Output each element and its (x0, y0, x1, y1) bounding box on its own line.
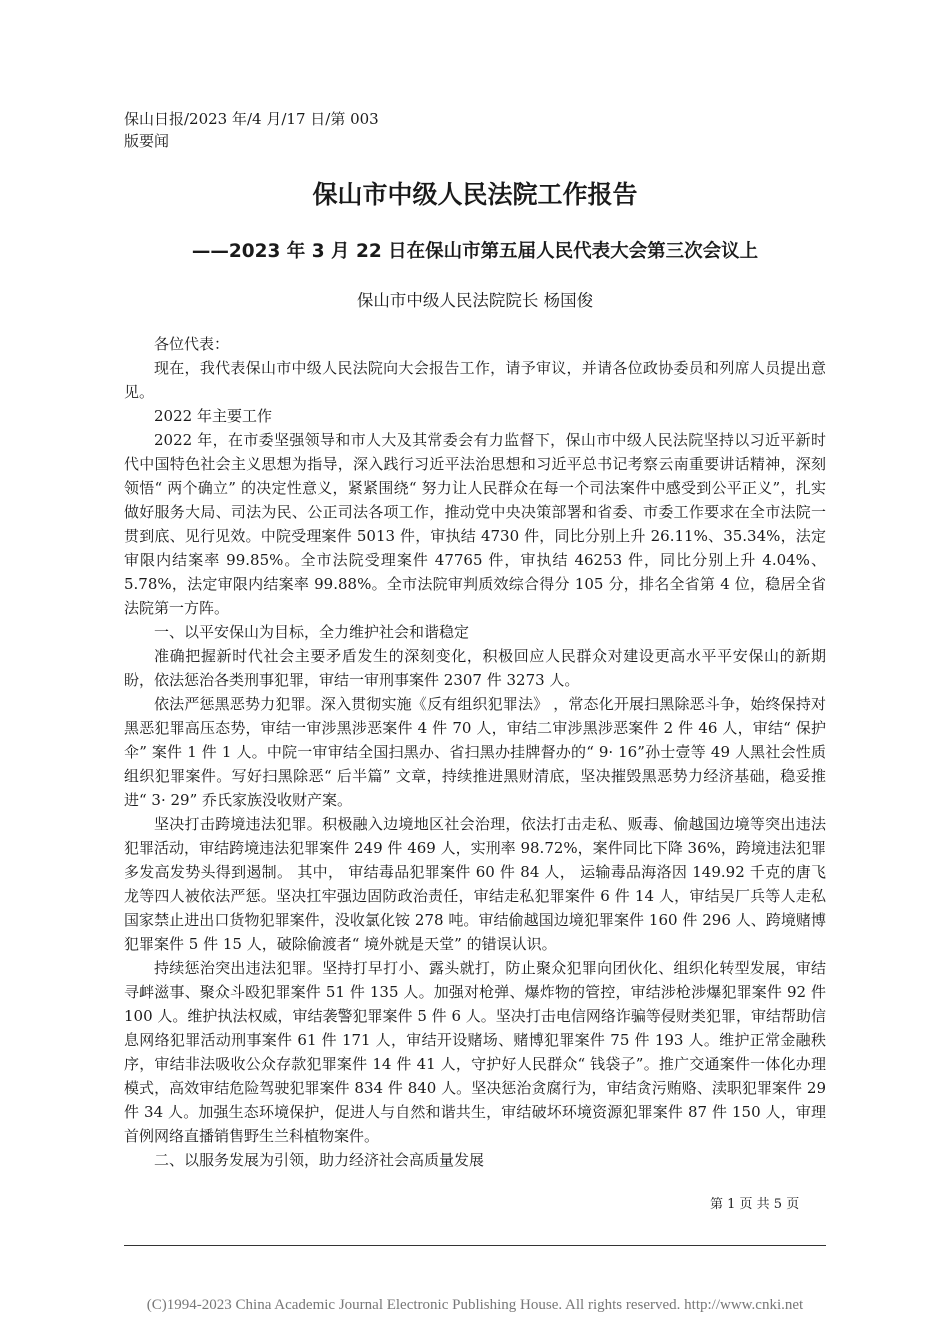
page-number: 第 1 页 共 5 页 (710, 1197, 800, 1212)
footer-divider (124, 1245, 826, 1246)
section-heading: 2022 年主要工作 (154, 407, 272, 425)
report-subtitle: ——2023 年 3 月 22 日在保山市第五届人民代表大会第三次会议上 (191, 241, 759, 262)
paragraph: 现在，我代表保山市中级人民法院向大会报告工作，请予审议，并请各位政协委员和列席人员提出意见。 (124, 359, 826, 401)
source-info (124, 108, 379, 152)
paragraph: 准确把握新时代社会主要矛盾发生的深刻变化，积极回应人民群众对建设更高水平平安保山的新期盼，依法惩治各类刑事犯罪，审结一审刑事案件 2307 件 3273 人。 (124, 647, 826, 689)
paragraph: 2022 年，在市委坚强领导和市人大及其常委会有力监督下，保山市中级人民法院坚持以习近平新时代中国特色社会主义思想为指导，深入践行习近平法治思想和习近平总书记考察云南重要讲话精神，深刻领悟“ 两个确立” 的决定性意义，紧紧围绕“ 努力让人民群众在每一个司法案件中感受到公平正义”，扎实做好服务大局、司法为民、公正司法各项工作，推动党中央决策部署和省委、市委工作要求在全市法院一贯到底、见行见效。中院受理案件 5013 件，审执结 4730 件，同比分别上升 26.11%、35.34%，法定审限内结案率 99.85%。全市法院受理案件 47765 件，审执结 46253 件，同比分别上升 4.04%、5.78%，法定审限内结案率 99.88%。全市法院审判质效综合得分 105 分，排名全省第 4 位，稳居全省法院第一方阵。 (124, 431, 826, 617)
report-title: 保山市中级人民法院工作报告 (312, 180, 638, 209)
paragraph: 坚决打击跨境违法犯罪。积极融入边境地区社会治理，依法打击走私、贩毒、偷越国边境等突出违法犯罪活动，审结跨境违法犯罪案件 249 件 469 人，实刑率 98.72%，案件同比下降 36%，跨境违法犯罪多发高发势头得到遏制。 其中， 审结毒品犯罪案件 60 件 84 人， 运输毒品海洛因 149.92 千克的唐飞龙等四人被依法严惩。坚决扛牢强边固防政治责任，审结走私犯罪案件 6 件 14 人，审结吴厂兵等人走私国家禁止进出口货物犯罪案件，没收氯化铵 278 吨。审结偷越国边境犯罪案件 160 件 296 人、跨境赌博犯罪案件 5 件 15 人，破除偷渡者“ 境外就是天堂” 的错误认识。 (124, 815, 826, 953)
paragraph: 各位代表： (154, 335, 230, 353)
paragraph: 持续惩治突出违法犯罪。坚持打早打小、露头就打，防止聚众犯罪向团伙化、组织化转型发展，审结寻衅滋事、聚众斗殴犯罪案件 51 件 135 人。加强对枪弹、爆炸物的管控，审结涉枪涉爆犯罪案件 92 件 100 人。维护执法权威，审结袭警犯罪案件 5 件 6 人。坚决打击电信网络诈骗等侵财类犯罪，审结帮助信息网络犯罪活动刑事案件 61 件 171 人，审结开设赌场、赌博犯罪案件 75 件 193 人。维护正常金融秩序，审结非法吸收公众存款犯罪案件 14 件 41 人，守护好人民群众“ 钱袋子”。推广交通案件一体化办理模式，高效审结危险驾驶犯罪案件 834 件 840 人。坚决惩治贪腐行为，审结贪污贿赂、渎职犯罪案件 29 件 34 人。加强生态环境保护，促进人与自然和谐共生，审结破坏环境资源犯罪案件 87 件 150 人，审理首例网络直播销售野生兰科植物案件。 (124, 959, 826, 1145)
paragraph: 依法严惩黑恶势力犯罪。深入贯彻实施《反有组织犯罪法》 ，常态化开展扫黑除恶斗争，始终保持对黑恶犯罪高压态势，审结一审涉黑涉恶案件 4 件 70 人，审结二审涉黑涉恶案件 2 件 46 人，审结“ 保护伞” 案件 1 件 1 人。中院一审审结全国扫黑办、省扫黑办挂牌督办的“ 9· 16”孙士壹等 49 人黑社会性质组织犯罪案件。写好扫黑除恶“ 后半篇” 文章，持续推进黑财清底，坚决摧毁黑恶势力经济基础，稳妥推进“ 3· 29” 乔氏家族没收财产案。 (124, 695, 826, 809)
report-body (124, 332, 826, 1172)
section-heading: 一、以平安保山为目标，全力维护社会和谐稳定 (154, 623, 470, 641)
source-line: 保山日报/2023 年/4 月/17 日/第 003 (124, 110, 379, 128)
section-heading: 二、以服务发展为引领，助力经济社会高质量发展 (154, 1151, 485, 1169)
source-line: 版要闻 (124, 132, 170, 150)
copyright-footer: (C)1994-2023 China Academic Journal Electronic Publishing House. All rights reserved. http://www.cnki.net (146, 1297, 804, 1313)
report-author: 保山市中级人民法院院长 杨国俊 (356, 291, 594, 310)
